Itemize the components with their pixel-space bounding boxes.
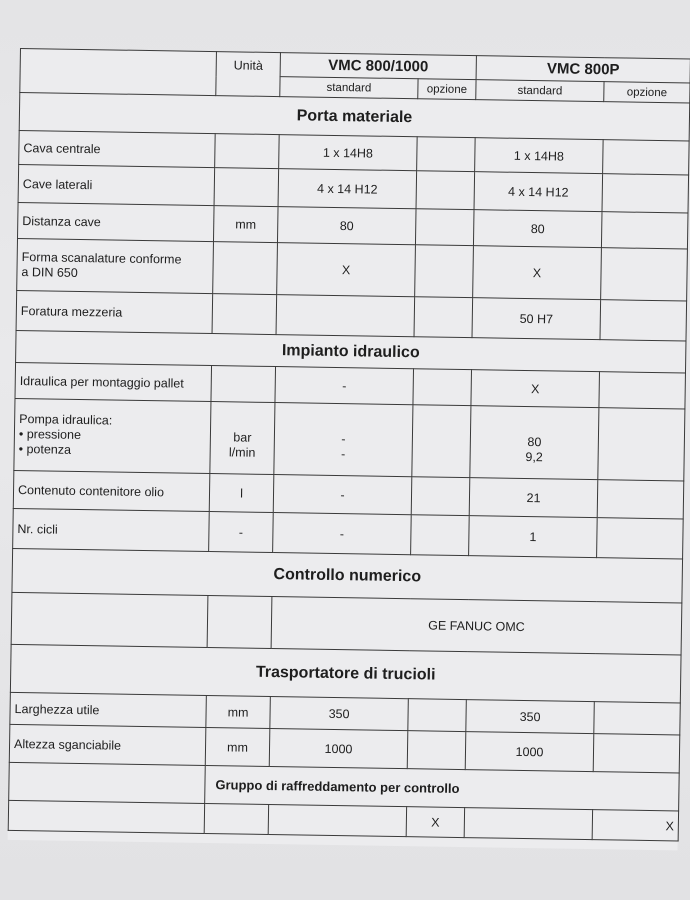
gruppo-raffreddamento-label: Gruppo di raffreddamento per controllo xyxy=(205,765,680,810)
row-label: Foratura mezzeria xyxy=(16,290,213,333)
model1-opzione-cell xyxy=(416,171,475,210)
row-label: Larghezza utile xyxy=(10,692,206,727)
unit-cell: mm xyxy=(213,206,278,243)
model2-opzione-cell xyxy=(600,300,687,341)
header-empty-cell xyxy=(20,49,217,96)
unit-cell xyxy=(212,294,277,335)
model2-opzione-cell xyxy=(601,212,688,249)
unit-line: bar xyxy=(233,429,252,445)
model1-standard-cell: 1000 xyxy=(269,729,408,769)
unit-cell: l xyxy=(209,474,274,513)
model2-standard-cell: 21 xyxy=(469,478,598,518)
model1-standard-header: standard xyxy=(280,77,418,99)
controllo-value: GE FANUC OMC xyxy=(271,597,682,655)
model2-standard-cell: 1 xyxy=(469,516,598,558)
table-row xyxy=(14,398,685,481)
model2-standard-header: standard xyxy=(476,80,604,102)
model1-opzione-cell xyxy=(412,405,471,478)
unit-cell xyxy=(207,596,272,649)
model2-standard-cell: X xyxy=(471,370,600,408)
unit-cell xyxy=(215,134,280,169)
row-label: Nr. cicli xyxy=(13,508,210,551)
model1-opzione-cell: X xyxy=(406,807,464,838)
model1-standard-cell: 80 xyxy=(277,207,416,245)
model1-standard-cell xyxy=(276,295,415,337)
row-label-line: a DIN 650 xyxy=(21,264,78,280)
model2-standard-cell: 1000 xyxy=(465,732,594,772)
spec-sheet xyxy=(8,48,690,850)
model1-standard-cell: - xyxy=(273,513,412,555)
unit-line: l/min xyxy=(228,444,256,460)
value-line: - xyxy=(340,446,346,461)
model1-opzione-cell xyxy=(408,699,467,732)
value-line: 9,2 xyxy=(525,449,543,464)
model2-standard-cell xyxy=(470,406,599,480)
spec-table xyxy=(8,48,690,841)
model1-header: VMC 800/1000 xyxy=(280,53,476,80)
model2-opzione-cell: X xyxy=(592,810,678,841)
model1-opzione-cell xyxy=(417,137,476,172)
row-label-line: Forma scanalature conforme xyxy=(21,249,182,267)
model2-opzione-cell xyxy=(598,408,685,481)
row-label xyxy=(17,238,214,293)
model1-standard-cell: - xyxy=(273,475,412,515)
model2-standard-cell: 80 xyxy=(473,210,602,248)
unit-cell: mm xyxy=(205,728,270,767)
model1-standard-cell: X xyxy=(277,243,416,297)
model2-opzione-cell xyxy=(602,174,689,213)
row-label-line: • pressione xyxy=(18,427,82,443)
section-impianto-idraulico: Impianto idraulico xyxy=(16,330,686,373)
section-trasportatore: Trasportatore di trucioli xyxy=(10,644,681,703)
model1-opzione-cell xyxy=(411,515,470,556)
row-label xyxy=(11,592,208,647)
row-label-line: • potenza xyxy=(18,442,72,457)
model2-opzione-cell xyxy=(601,248,688,301)
model2-opzione-cell xyxy=(603,140,690,175)
unit-cell xyxy=(214,168,279,207)
model2-header: VMC 800P xyxy=(476,56,690,83)
model2-opzione-cell xyxy=(599,372,686,409)
model1-standard-cell: 350 xyxy=(270,697,408,731)
model1-standard-cell: - xyxy=(275,367,414,405)
row-label: Distanza cave xyxy=(18,202,215,241)
unit-cell xyxy=(204,803,268,834)
model1-opzione-cell xyxy=(414,297,473,338)
model1-standard-cell xyxy=(274,403,413,477)
row-label: Contenuto contenitore olio xyxy=(13,470,210,511)
model1-standard-cell: 1 x 14H8 xyxy=(279,135,418,171)
row-label-line: Pompa idraulica: xyxy=(19,412,113,428)
unit-cell xyxy=(210,402,275,475)
unit-cell xyxy=(213,242,278,295)
section-porta-materiale: Porta materiale xyxy=(19,93,690,142)
model1-standard-cell: 4 x 14 H12 xyxy=(278,169,417,209)
unit-header: Unità xyxy=(216,52,281,97)
row-label: Cave laterali xyxy=(18,164,215,205)
model1-standard-cell xyxy=(268,804,406,836)
unit-cell xyxy=(211,366,276,403)
model1-opzione-header: opzione xyxy=(418,79,476,100)
model2-standard-cell: 4 x 14 H12 xyxy=(474,172,603,212)
model1-opzione-cell xyxy=(415,245,474,298)
model2-opzione-cell xyxy=(597,480,684,519)
row-label xyxy=(8,800,204,833)
unit-cell: - xyxy=(209,512,274,553)
model2-standard-cell: 350 xyxy=(466,700,594,734)
model2-opzione-cell xyxy=(593,734,680,773)
model1-opzione-cell xyxy=(415,209,474,246)
model1-opzione-cell xyxy=(411,477,470,516)
row-label: Altezza sganciabile xyxy=(9,724,206,765)
model2-opzione-cell xyxy=(597,518,684,559)
row-label xyxy=(9,762,206,803)
model2-standard-cell xyxy=(464,808,592,840)
row-label: Idraulica per montaggio pallet xyxy=(15,362,212,401)
model1-opzione-cell xyxy=(407,731,466,770)
value-line: - xyxy=(341,431,346,446)
row-label: Cava centrale xyxy=(19,130,216,167)
unit-cell: mm xyxy=(206,696,270,729)
row-label xyxy=(14,398,211,473)
model2-opzione-header: opzione xyxy=(604,82,690,103)
model2-standard-cell: 1 x 14H8 xyxy=(475,138,604,174)
value-line: 80 xyxy=(527,434,542,449)
model2-standard-cell: 50 H7 xyxy=(472,298,601,340)
model2-standard-cell: X xyxy=(473,246,602,300)
model2-opzione-cell xyxy=(594,702,681,735)
model1-opzione-cell xyxy=(413,369,472,406)
section-controllo-numerico: Controllo numerico xyxy=(12,548,683,603)
